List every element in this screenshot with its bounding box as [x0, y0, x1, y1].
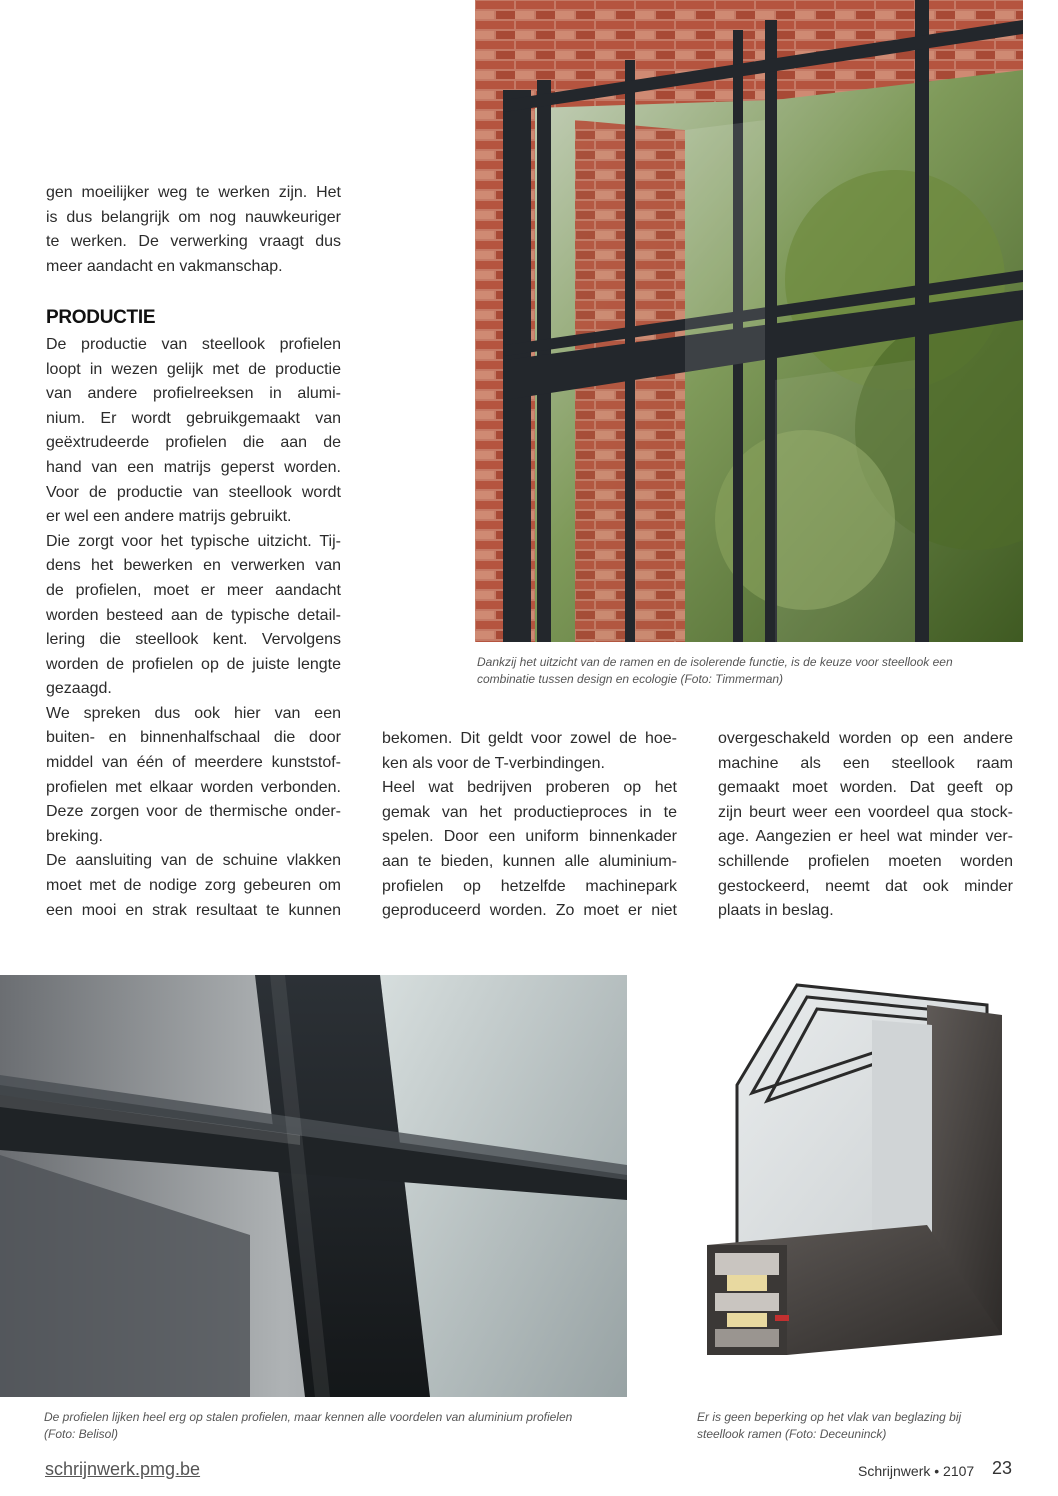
col3-line: zijn beurt weer een voordeel qua stock- [718, 803, 1013, 821]
col1-body-line: nium. Er wordt gebruikgemaakt van [46, 409, 341, 427]
crosssection-illustration [697, 975, 1023, 1397]
caption-bottom-right-photo [697, 1409, 1017, 1443]
column-1 [46, 181, 341, 923]
column-3 [718, 727, 1013, 924]
profile-closeup-illustration [0, 975, 627, 1397]
footer-website-link[interactable]: schrijnwerk.pmg.be [45, 1459, 201, 1479]
col3-line: gestockeerd, neemt dat ook minder [718, 877, 1013, 895]
col1-body-line: van andere profielreeksen in alumi- [46, 385, 341, 403]
caption-bottom-left-line-1: De profielen lijken heel erg op stalen profielen, maar kennen alle voordelen van aluminium profielen [44, 1410, 573, 1424]
col3-line: machine als een steellook raam [718, 754, 1013, 772]
col1-body-line: buiten- en binnenhalfschaal die door [46, 729, 341, 747]
col1-body-line: hand van een matrijs geperst worden. [46, 458, 341, 476]
col1-intro-line: te werken. De verwerking vraagt dus [46, 233, 341, 251]
col2-line: ken als voor de T-verbindingen. [382, 754, 605, 772]
col3-line: overgeschakeld worden op een andere [718, 730, 1013, 747]
caption-top-line-2: combinatie tussen design en ecologie (Foto: Timmerman) [477, 672, 784, 686]
caption-top-photo [477, 654, 1022, 688]
col1-body-line: worden de profielen op de juiste lengte [46, 655, 341, 673]
col1-body-line: We spreken dus ook hier van een [46, 704, 341, 722]
col2-line: gemak van het productieproces in te [382, 803, 677, 821]
col1-body-line: geëxtrudeerde profielen die aan de [46, 434, 341, 452]
page-number: 23 [992, 1458, 1013, 1478]
col3-line: age. Aangezien er heel wat minder ver- [718, 828, 1013, 846]
col1-body-line: er wel een andere matrijs gebruikt. [46, 508, 292, 526]
caption-bottom-right-line-2: steellook ramen (Foto: Deceuninck) [697, 1427, 887, 1441]
col1-body-line: de profielen, moet er meer aandacht [46, 581, 341, 599]
photo-profile-closeup [0, 975, 627, 1397]
col2-line: Heel wat bedrijven proberen op het [382, 779, 677, 797]
caption-bottom-left-photo [44, 1409, 644, 1443]
col1-body-line: gezaagd. [46, 680, 112, 698]
col1-body-line: middel van één of meerdere kunststof- [46, 754, 341, 772]
col1-body-line: lering die steellook kent. Vervolgens [46, 631, 341, 649]
section-heading-productie: PRODUCTIE [46, 307, 156, 329]
col1-body-line: worden besteed aan de typische detail- [46, 606, 341, 624]
col2-line: geproduceerd worden. Zo moet er niet [382, 902, 677, 920]
col2-line: spelen. Door een uniform binnenkader [382, 828, 677, 846]
col1-intro-line: gen moeilijker weg te werken zijn. Het [46, 184, 341, 201]
col1-body-line: een mooi en strak resultaat te kunnen [46, 901, 341, 919]
col3-line: gemaakt moet worden. Dat geeft op [718, 779, 1013, 797]
col3-line: schillende profielen moeten worden [718, 852, 1013, 870]
photo-profile-crosssection [697, 975, 1023, 1397]
col1-intro-line: is dus belangrijk om nog nauwkeuriger [46, 208, 341, 226]
col1-body-line: breking. [46, 827, 103, 845]
col1-body-line: dens het bewerken en verwerken van [46, 557, 341, 575]
caption-top-line-1: Dankzij het uitzicht van de ramen en de isolerende functie, is de keuze voor steellook een [477, 655, 953, 669]
col2-line: profielen op hetzelfde machinepark [382, 877, 677, 895]
photo-steellook-window-brick [475, 0, 1023, 642]
window-brick-illustration [475, 0, 1023, 642]
column-2 [382, 727, 677, 924]
col1-body-line: profielen met elkaar worden verbonden. [46, 778, 341, 796]
col1-body-line: loopt in wezen gelijk met de productie [46, 360, 341, 378]
caption-bottom-right-line-1: Er is geen beperking op het vlak van beglazing bij [697, 1410, 962, 1424]
col3-line: plaats in beslag. [718, 902, 834, 920]
col1-body-line: De productie van steellook profielen [46, 335, 341, 353]
col2-line: aan te bieden, kunnen alle aluminium- [382, 852, 677, 870]
col1-body-line: moet met de nodige zorg gebeuren om [46, 877, 341, 895]
col1-body-line: De aansluiting van de schuine vlakken [46, 852, 341, 870]
footer-magazine-issue: Schrijnwerk • 2107 [858, 1463, 975, 1479]
caption-bottom-left-line-2: (Foto: Belisol) [44, 1427, 119, 1441]
col1-body-line: Die zorgt voor het typische uitzicht. Tij- [46, 532, 341, 550]
col2-line: bekomen. Dit geldt voor zowel de hoe- [382, 730, 677, 747]
col1-body-line: Deze zorgen voor de thermische onder- [46, 803, 341, 821]
col1-body-line: Voor de productie van steellook wordt [46, 483, 341, 501]
col1-intro-line: meer aandacht en vakmanschap. [46, 257, 283, 275]
